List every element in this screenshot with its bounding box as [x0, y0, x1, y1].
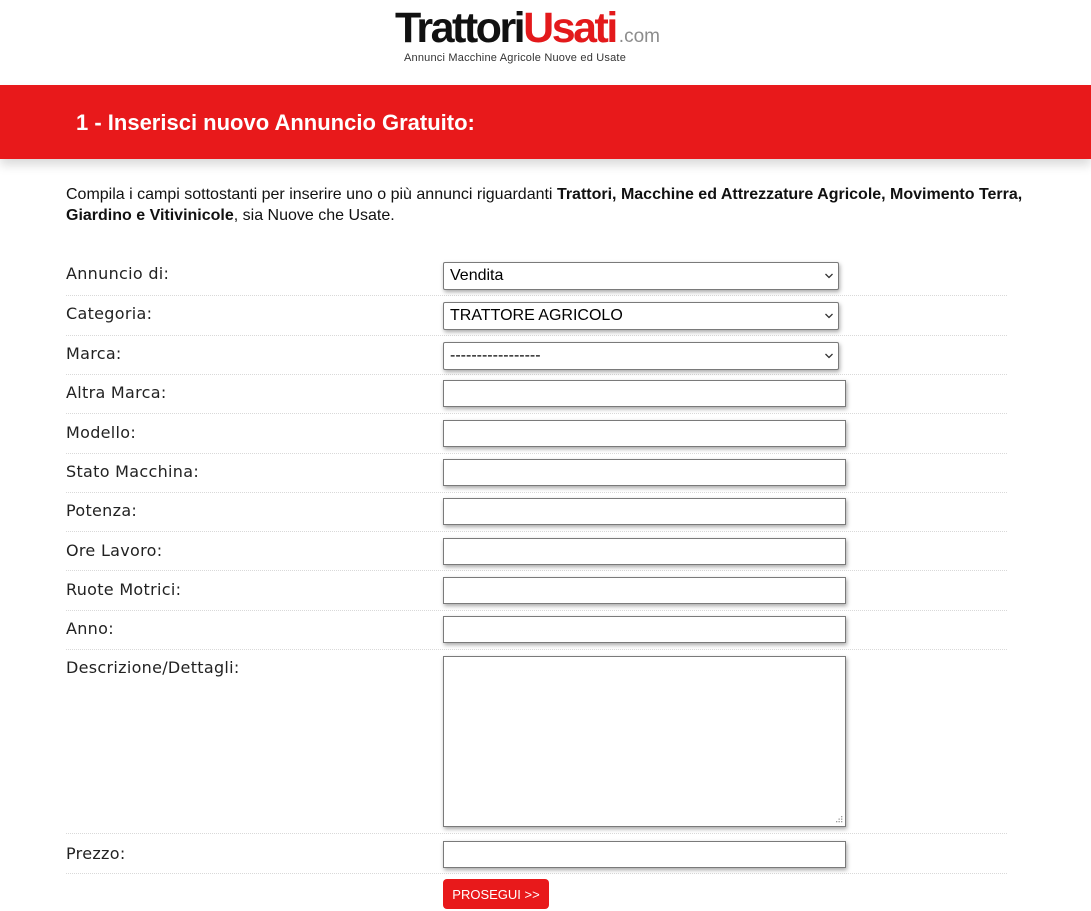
- row-potenza: [66, 501, 1007, 532]
- row-ore-lavoro: [66, 541, 1007, 571]
- row-anno: [66, 619, 1007, 650]
- intro-text-before: Compila i campi sottostanti per inserire uno o più annunci riguardanti: [66, 186, 557, 203]
- label-anno: Anno:: [66, 619, 114, 638]
- modello-input[interactable]: [443, 420, 846, 447]
- intro-text-bold: Trattori, Macchine ed Attrezzature Agricole, Movimento Terra, Giardino e Vitivinicole: [66, 186, 1023, 224]
- row-altra-marca: [66, 383, 1007, 414]
- anno-input[interactable]: [443, 616, 846, 643]
- annuncio-di-value: Vendita: [450, 267, 504, 284]
- intro-text-after: , sia Nuove che Usate.: [233, 207, 395, 224]
- row-stato-macchina: [66, 462, 1007, 493]
- label-annuncio-di: Annuncio di:: [66, 264, 170, 283]
- potenza-input[interactable]: [443, 498, 846, 525]
- label-marca: Marca:: [66, 344, 122, 363]
- site-logo[interactable]: [395, 2, 695, 72]
- logo-domain-suffix: .com: [618, 26, 660, 47]
- categoria-value: TRATTORE AGRICOLO: [450, 307, 623, 324]
- intro-text: [66, 184, 1026, 226]
- altra-marca-input[interactable]: [443, 380, 846, 407]
- label-modello: Modello:: [66, 423, 137, 442]
- row-prezzo: [66, 844, 1007, 874]
- row-modello: [66, 423, 1007, 454]
- chevron-down-icon: [824, 351, 834, 361]
- resize-grip-icon[interactable]: [834, 815, 843, 824]
- logo-part-usati: Usati: [523, 4, 616, 52]
- row-descrizione: [66, 658, 1007, 834]
- site-header: [0, 0, 1091, 85]
- marca-value: -----------------: [450, 347, 541, 364]
- label-potenza: Potenza:: [66, 501, 138, 520]
- label-categoria: Categoria:: [66, 304, 153, 323]
- label-descrizione: Descrizione/Dettagli:: [66, 658, 240, 677]
- row-marca: [66, 344, 1007, 375]
- annuncio-di-select[interactable]: [443, 262, 839, 290]
- categoria-select[interactable]: [443, 302, 839, 330]
- prezzo-input[interactable]: [443, 841, 846, 868]
- descrizione-textarea[interactable]: [443, 656, 846, 827]
- prosegui-button[interactable]: PROSEGUI >>: [443, 879, 549, 909]
- chevron-down-icon: [824, 311, 834, 321]
- marca-select[interactable]: [443, 342, 839, 370]
- ore-lavoro-input[interactable]: [443, 538, 846, 565]
- stato-macchina-input[interactable]: [443, 459, 846, 486]
- ruote-motrici-input[interactable]: [443, 577, 846, 604]
- label-ruote-motrici: Ruote Motrici:: [66, 580, 182, 599]
- title-banner: [0, 85, 1091, 159]
- label-prezzo: Prezzo:: [66, 844, 126, 863]
- row-categoria: [66, 304, 1007, 336]
- logo-part-trattori: Trattori: [395, 4, 524, 52]
- label-stato-macchina: Stato Macchina:: [66, 462, 200, 481]
- label-ore-lavoro: Ore Lavoro:: [66, 541, 163, 560]
- logo-tagline: Annunci Macchine Agricole Nuove ed Usate: [404, 52, 627, 64]
- row-ruote-motrici: [66, 580, 1007, 611]
- label-altra-marca: Altra Marca:: [66, 383, 167, 402]
- row-annuncio-di: [66, 264, 1007, 296]
- chevron-down-icon: [824, 271, 834, 281]
- page-title: 1 - Inserisci nuovo Annuncio Gratuito:: [76, 110, 475, 135]
